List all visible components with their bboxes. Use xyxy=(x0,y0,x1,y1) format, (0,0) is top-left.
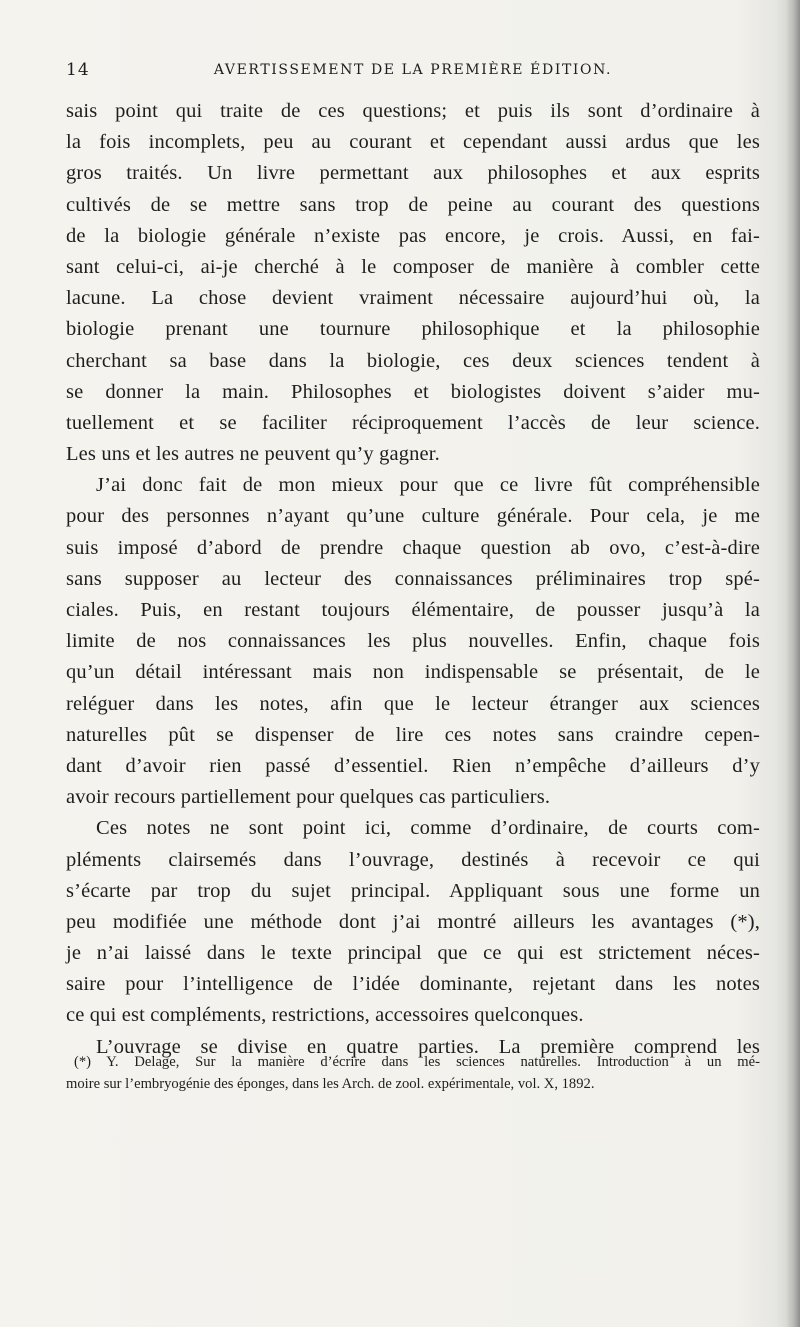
text-line: sans supposer au lecteur des connaissances préliminaires trop spé- xyxy=(66,567,760,590)
text-line: de la biologie générale n’existe pas encore, je crois. Aussi, en fai- xyxy=(66,224,760,247)
text-line: se donner la main. Philosophes et biologistes doivent s’aider mu- xyxy=(66,380,760,403)
running-header xyxy=(66,58,760,90)
text-line: L’ouvrage se divise en quatre parties. La première comprend les xyxy=(96,1035,760,1058)
text-line: saire pour l’intelligence de l’idée dominante, rejetant dans les notes xyxy=(66,973,760,996)
text-line: limite de nos connaissances les plus nouvelles. Enfin, chaque fois xyxy=(66,630,760,653)
text-line: Ces notes ne sont point ici, comme d’ordinaire, de courts com- xyxy=(96,817,760,840)
text-line: s’écarte par trop du sujet principal. Appliquant sous une forme un xyxy=(66,879,760,902)
footnote-line: (*) Y. Delage, Sur la manière d’écrire dans les sciences naturelles. Introduction à un mé- xyxy=(74,1054,760,1070)
text-line: la fois incomplets, peu au courant et cependant aussi ardus que les xyxy=(66,131,760,154)
body-text xyxy=(66,96,760,1063)
running-title: AVERTISSEMENT DE LA PREMIÈRE ÉDITION. xyxy=(213,62,613,78)
page-edge-shadow xyxy=(786,0,800,1327)
text-line: naturelles pût se dispenser de lire ces notes sans craindre cepen- xyxy=(66,723,760,746)
page-number: 14 xyxy=(66,60,90,80)
text-line: pléments clairsemés dans l’ouvrage, destinés à recevoir ce qui xyxy=(66,848,760,871)
text-line: pour des personnes n’ayant qu’une culture générale. Pour cela, je me xyxy=(66,505,760,528)
text-line: peu modifiée une méthode dont j’ai montré ailleurs les avantages (*), xyxy=(66,910,760,933)
text-line: ciales. Puis, en restant toujours élémentaire, de pousser jusqu’à la xyxy=(66,599,760,621)
text-line: sant celui-ci, ai-je cherché à le composer de manière à combler cette xyxy=(66,255,760,278)
text-line: biologie prenant une tournure philosophique et la philosophie xyxy=(66,318,760,341)
text-line: reléguer dans les notes, afin que le lecteur étranger aux sciences xyxy=(66,692,760,715)
text-line: cherchant sa base dans la biologie, ces deux sciences tendent à xyxy=(66,349,760,372)
text-line: avoir recours partiellement pour quelques cas particuliers. xyxy=(66,786,551,809)
text-line: J’ai donc fait de mon mieux pour que ce livre fût compréhensible xyxy=(96,474,760,497)
text-line: dant d’avoir rien passé d’essentiel. Rien n’empêche d’ailleurs d’y xyxy=(66,754,760,777)
text-line: gros traités. Un livre permettant aux philosophes et aux esprits xyxy=(66,162,760,185)
text-line: qu’un détail intéressant mais non indispensable se présentait, de le xyxy=(66,661,760,684)
text-line: ce qui est compléments, restrictions, accessoires quelconques. xyxy=(66,1004,584,1027)
text-line: je n’ai laissé dans le texte principal que ce qui est strictement néces- xyxy=(66,942,760,965)
text-line: sais point qui traite de ces questions; et puis ils sont d’ordinaire à xyxy=(66,100,760,122)
footnote-line: moire sur l’embryogénie des éponges, dans les Arch. de zool. expérimentale, vol. X, 1892. xyxy=(66,1076,595,1092)
text-line: tuellement et se faciliter réciproquement l’accès de leur science. xyxy=(66,411,760,434)
text-line: suis imposé d’abord de prendre chaque question ab ovo, c’est-à-dire xyxy=(66,536,760,559)
footnotes xyxy=(66,1051,760,1095)
text-line: cultivés de se mettre sans trop de peine au courant des questions xyxy=(66,193,760,216)
text-line: lacune. La chose devient vraiment nécessaire aujourd’hui où, la xyxy=(66,287,760,310)
text-line: Les uns et les autres ne peuvent qu’y gagner. xyxy=(66,443,440,466)
